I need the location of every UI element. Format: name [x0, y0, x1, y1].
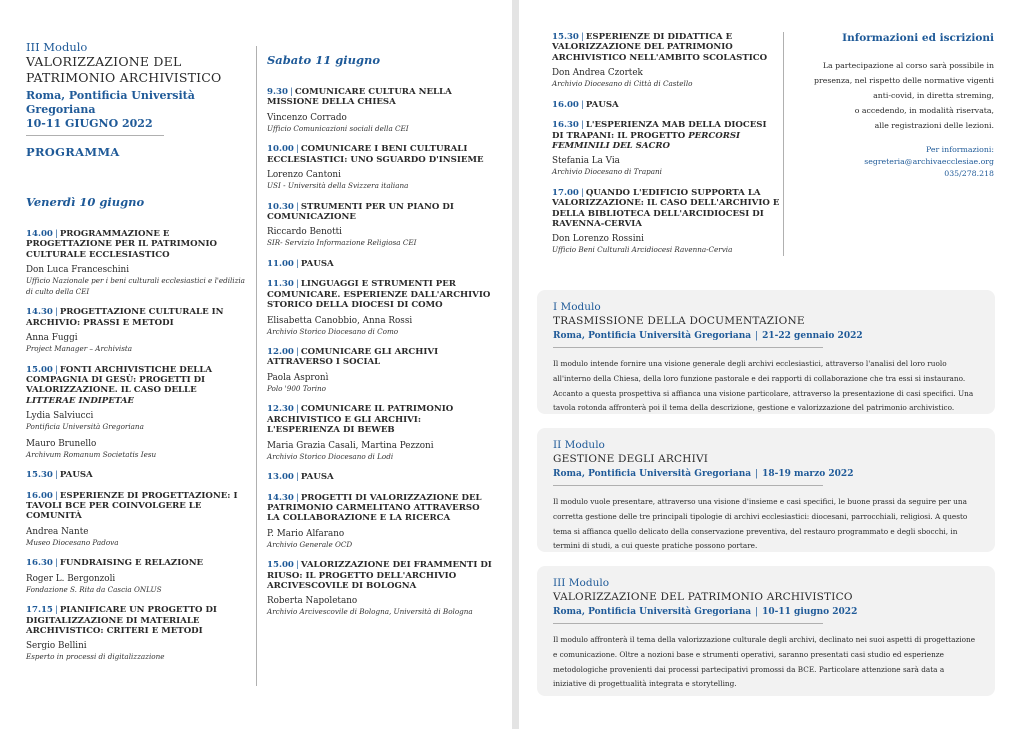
speaker-affiliation: Pontificia Università Gregoriana: [26, 422, 144, 432]
schedule-item: [552, 120, 780, 178]
schedule-item: [267, 493, 492, 551]
schedule-item-title: 16.30 | FUNDRAISING E RELAZIONE: [26, 558, 204, 569]
schedule-title-text: PAUSA: [300, 472, 334, 483]
contact-email[interactable]: segreteria@archivaecclesiae.org: [864, 157, 994, 166]
module-box-title: VALORIZZAZIONE DEL PATRIMONIO ARCHIVISTICO: [553, 591, 853, 603]
speaker-affiliation: Archivio Generale OCD: [267, 539, 353, 549]
info-contact: [804, 144, 994, 180]
friday-schedule: [26, 229, 246, 663]
schedule-item-title: 12.30 | COMUNICARE IL PATRIMONIO ARCHIVISTICO E GLI ARCHIVI: L'ESPERIENZA DI BEWEB: [267, 404, 454, 436]
speaker-name: P. Mario Alfarano: [267, 528, 345, 539]
contact-phone: 035/278.218: [944, 169, 994, 178]
schedule-item-title: 12.00 | COMUNICARE GLI ARCHIVI ATTRAVERSO I SOCIAL: [267, 347, 439, 368]
schedule-item-title: 14.30 | PROGETTI DI VALORIZZAZIONE DEL PATRIMONIO CARMELITANO ATTRAVERSO LA COLLABORAZIONE E LA RICERCA: [267, 492, 482, 524]
schedule-item: [26, 307, 246, 354]
module-dates: 10-11 GIUGNO 2022: [26, 117, 153, 130]
schedule-title-text: FONTI ARCHIVISTICHE DELLA COMPAGNIA DI GESÙ: PROGETTI DI VALORIZZAZIONE. IL CASO DELLE: [26, 364, 213, 396]
speaker-name: Elisabetta Canobbio, Anna Rossi: [267, 315, 413, 326]
speaker-affiliation: Archivio Diocesano di Trapani: [552, 167, 662, 177]
schedule-item-title: 15.30 | ESPERIENZE DI DIDATTICA E VALORIZZAZIONE DEL PATRIMONIO ARCHIVISTICO NELL'AMBITO SCOLASTICO: [552, 32, 768, 63]
module-box-title: GESTIONE DEGLI ARCHIVI: [553, 453, 709, 465]
module-box-number: II Modulo: [553, 439, 605, 451]
schedule-title-italic: LITTERAE INDIPETAE: [26, 395, 134, 406]
speaker-name: Don Lorenzo Rossini: [552, 234, 644, 245]
schedule-item-title: 10.00 | COMUNICARE I BENI CULTURALI ECCLESIASTICI: UNO SGUARDO D'INSIEME: [267, 144, 484, 165]
info-line: presenza, nel rispetto delle normative vigenti: [813, 76, 994, 85]
schedule-item: [26, 365, 246, 461]
info-section: [804, 32, 994, 180]
schedule-item-title: 14.00 | PROGRAMMAZIONE E PROGETTAZIONE PER IL PATRIMONIO CULTURALE ECCLESIASTICO: [26, 229, 217, 260]
speaker-affiliation: Museo Diocesano Padova: [26, 537, 119, 547]
right-page: [519, 0, 1009, 729]
schedule-time: 16.30: [552, 120, 579, 131]
divider: [553, 485, 823, 486]
speaker-affiliation: Esperto in processi di digitalizzazione: [26, 652, 165, 662]
module-box-place-name: Roma, Pontificia Università Gregoriana: [553, 469, 752, 479]
speaker-affiliation: Fondazione S. Rita da Cascia ONLUS: [26, 584, 162, 594]
module-box-title: TRASMISSIONE DELLA DOCUMENTAZIONE: [553, 315, 805, 327]
schedule-item: [267, 279, 492, 337]
schedule-item-title: 17.15 | PIANIFICARE UN PROGETTO DI DIGITALIZZAZIONE DI MATERIALE ARCHIVISTICO: CRITERI E METODI: [26, 605, 217, 636]
speaker-affiliation: USI - Università della Svizzera italiana: [267, 181, 409, 191]
schedule-item-title: 13.00 | PAUSA: [267, 472, 334, 483]
speaker-name: Sergio Bellini: [26, 641, 87, 652]
module-box-3: [537, 566, 995, 696]
speaker-affiliation: Archivio Storico Diocesano di Lodi: [267, 451, 394, 461]
schedule-item-title: 16.00 | PAUSA: [552, 99, 619, 110]
info-title: Informazioni ed iscrizioni: [842, 32, 994, 44]
schedule-title-text: PROGETTI DI VALORIZZAZIONE DEL PATRIMONIO CARMELITANO ATTRAVERSO LA COLLABORAZIONE E LA RICERCA: [267, 492, 482, 524]
speaker-affiliation: Project Manager – Archivista: [26, 344, 133, 354]
speaker-name: Anna Fuggi: [26, 333, 78, 344]
schedule-item-title: 15.00 | VALORIZZAZIONE DEI FRAMMENTI DI RIUSO: IL PROGETTO DELL'ARCHIVIO ARCIVESCOVILE DI BOLOGNA: [267, 560, 492, 592]
schedule-time: 15.30: [26, 470, 53, 481]
schedule-time: 11.30: [267, 279, 294, 290]
speaker-affiliation: Archivio Diocesano di Città di Castello: [552, 79, 693, 89]
left-column-1: [26, 40, 246, 663]
module-box-1: [537, 290, 995, 414]
speaker-affiliation: Archivio Storico Diocesano di Como: [267, 326, 399, 336]
schedule-time: 16.30: [26, 558, 53, 569]
schedule-title-text: STRUMENTI PER UN PIANO DI COMUNICAZIONE: [267, 201, 454, 223]
info-line: o accedendo, in modalità riservata,: [854, 106, 994, 115]
schedule-title-text: QUANDO L'EDIFICIO SUPPORTA LA VALORIZZAZIONE: IL CASO DELL'ARCHIVIO E DELLA BIBLIOTECA DELL'ARCIDIOCESI DI RAVENNA-CERVIA: [552, 187, 780, 230]
schedule-title-italic: PERCORSI FEMMINILI DEL SACRO: [552, 130, 741, 151]
schedule-time: 14.30: [267, 492, 294, 503]
module-box-place-name: Roma, Pontificia Università Gregoriana: [553, 607, 752, 617]
schedule-time: 15.00: [26, 364, 53, 375]
schedule-item-title: 17.00 | QUANDO L'EDIFICIO SUPPORTA LA VALORIZZAZIONE: IL CASO DELL'ARCHIVIO E DELLA BIBLIOTECA DELL'ARCIDIOCESI DI RAVENNA-CERVIA: [552, 187, 780, 230]
schedule-item: [552, 188, 780, 256]
schedule-item-title: 15.30 | PAUSA: [26, 470, 93, 481]
divider: [553, 623, 823, 624]
speaker-affiliation: SIR- Servizio Informazione Religiosa CEI: [267, 238, 417, 248]
schedule-item: [552, 100, 780, 110]
schedule-time: 9.30: [267, 87, 288, 97]
divider: [553, 347, 823, 348]
day-heading-friday: Venerdì 10 giugno: [26, 195, 145, 209]
module-number: III Modulo: [26, 40, 88, 54]
info-line: alle registrazioni delle lezioni.: [874, 121, 994, 130]
module-box-text: Il modulo intende fornire una visione generale degli archivi ecclesiastici, attraverso l'analisi del loro ruolo all'interno della Chiesa, della loro funzione pastorale e dei rapporti di collaborazione che tra essi si instaurano. Accanto a questa prospettiva si affianca una visione particolare, attraverso la presentazione di casi specifici. Una tavola rotonda affronterà poi il tema della descrizione, gestione e valorizzazione del patrimonio archivistico.: [553, 359, 974, 413]
schedule-item: [267, 202, 492, 249]
schedule-time: 15.00: [267, 560, 294, 571]
info-line: La partecipazione al corso sarà possibile in: [822, 61, 994, 70]
speaker-name: Mauro Brunello: [26, 438, 97, 449]
divider: [26, 135, 164, 136]
schedule-item: [26, 470, 246, 480]
module-box-dates: 10-11 giugno 2022: [762, 607, 858, 617]
module-box-place: Roma, Pontificia Università Gregoriana | 10-11 giugno 2022: [553, 607, 858, 617]
speaker-affiliation: Ufficio Comunicazioni sociali della CEI: [267, 123, 409, 133]
speaker-name: Roger L. Bergonzoli: [26, 573, 116, 584]
schedule-item-title: 16.30 | L'ESPERIENZA MAB DELLA DIOCESI DI TRAPANI: IL PROGETTO PERCORSI FEMMINILI DEL SACRO: [552, 120, 767, 151]
module-place-line1: Roma, Pontificia Università Gregoriana: [26, 89, 195, 116]
column-divider-right: [783, 32, 784, 256]
schedule-time: 17.00: [552, 187, 579, 198]
speaker-name: Maria Grazia Casali, Martina Pezzoni: [267, 440, 434, 451]
schedule-item-title: 9.30 | COMUNICARE CULTURA NELLA MISSIONE DELLA CHIESA: [267, 87, 452, 108]
schedule-item: [26, 605, 246, 663]
day-heading-saturday: Sabato 11 giugno: [267, 53, 381, 67]
module-box-dates: 21-22 gennaio 2022: [762, 331, 863, 341]
schedule-title-text: PROGETTAZIONE CULTURALE IN ARCHIVIO: PRASSI E METODI: [26, 307, 224, 328]
module-place: [26, 89, 246, 131]
schedule-item: [267, 560, 492, 618]
speaker-affiliation: Ufficio Nazionale per i beni culturali ecclesiastici e l'edilizia di culto della CEI: [26, 276, 245, 296]
schedule-time: 16.00: [26, 490, 53, 501]
module-box-place-name: Roma, Pontificia Università Gregoriana: [553, 331, 752, 341]
schedule-item-title: 11.30 | LINGUAGGI E STRUMENTI PER COMUNICARE. ESPERIENZE DALL'ARCHIVIO STORICO DELLA DIOCESI DI COMO: [267, 279, 491, 311]
schedule-title-text: ESPERIENZE DI PROGETTAZIONE: I TAVOLI BCE PER COINVOLGERE LE COMUNITÀ: [26, 490, 238, 522]
speaker-affiliation: Archivum Romanum Societatis Iesu: [26, 449, 157, 459]
module-box-number: I Modulo: [553, 301, 601, 313]
schedule-time: 17.15: [26, 605, 53, 616]
schedule-title-text: FUNDRAISING E RELAZIONE: [59, 558, 204, 569]
schedule-item-title: 14.30 | PROGETTAZIONE CULTURALE IN ARCHIVIO: PRASSI E METODI: [26, 307, 224, 328]
schedule-item: [552, 32, 780, 90]
schedule-title-text: COMUNICARE I BENI CULTURALI ECCLESIASTICI: UNO SGUARDO D'INSIEME: [267, 144, 484, 165]
module-box-text: Il modulo affronterà il tema della valorizzazione culturale degli archivi, declinato nei suoi aspetti di progettazione e comunicazione. Oltre a nozioni base e strumenti operativi, saranno presentati casi studio ed esperienze metodologiche provenienti dai processi partecipativi promossi da BCE. Particolare attenzione sarà data a iniziative di progettualità integrata e storytelling.: [553, 635, 976, 689]
schedule-title-text: ESPERIENZE DI DIDATTICA E VALORIZZAZIONE DEL PATRIMONIO ARCHIVISTICO NELL'AMBITO SCOLASTICO: [552, 32, 768, 63]
speaker-affiliation: Ufficio Beni Culturali Arcidiocesi Ravenna-Cervia: [552, 245, 733, 255]
schedule-item: [267, 259, 492, 269]
schedule-time: 12.30: [267, 404, 294, 415]
module-title-line2: PATRIMONIO ARCHIVISTICO: [26, 70, 222, 85]
schedule-time: 14.00: [26, 229, 53, 239]
speaker-name: Don Luca Franceschini: [26, 265, 130, 276]
schedule-title-text: COMUNICARE CULTURA NELLA MISSIONE DELLA CHIESA: [267, 87, 452, 108]
schedule-item: [267, 144, 492, 191]
schedule-item-title: 10.30 | STRUMENTI PER UN PIANO DI COMUNICAZIONE: [267, 201, 454, 223]
column-divider: [256, 46, 257, 686]
contact-label: Per informazioni:: [925, 145, 994, 154]
schedule-title-text: PIANIFICARE UN PROGETTO DI DIGITALIZZAZIONE DI MATERIALE ARCHIVISTICO: CRITERI E METODI: [26, 605, 217, 636]
speaker-name: Andrea Nante: [26, 526, 89, 537]
speaker-name: Lorenzo Cantoni: [267, 170, 341, 181]
schedule-item: [267, 404, 492, 462]
schedule-item: [26, 229, 246, 297]
schedule-time: 11.00: [267, 258, 294, 269]
schedule-title-text: L'ESPERIENZA MAB DELLA DIOCESI DI TRAPANI: IL PROGETTO: [552, 120, 767, 141]
programma-heading: PROGRAMMA: [26, 145, 120, 159]
info-text: [804, 58, 994, 133]
schedule-time: 16.00: [552, 99, 579, 110]
module-box-place: Roma, Pontificia Università Gregoriana | 18-19 marzo 2022: [553, 469, 854, 479]
schedule-time: 10.00: [267, 144, 294, 155]
schedule-time: 12.00: [267, 347, 294, 358]
schedule-item-title: 16.00 | ESPERIENZE DI PROGETTAZIONE: I TAVOLI BCE PER COINVOLGERE LE COMUNITÀ: [26, 490, 238, 522]
schedule-time: 13.00: [267, 472, 294, 483]
module-box-2: [537, 428, 995, 552]
info-line: anti-covid, in diretta streming,: [873, 91, 994, 100]
schedule-time: 15.30: [552, 32, 579, 42]
schedule-item: [26, 558, 246, 595]
schedule-item-title: 11.00 | PAUSA: [267, 258, 334, 269]
speaker-name: Roberta Napoletano: [267, 596, 358, 607]
left-column-2: [267, 53, 492, 618]
speaker-affiliation: Polo '900 Torino: [267, 383, 327, 393]
saturday-schedule: [267, 87, 492, 618]
schedule-title-text: PAUSA: [59, 470, 93, 481]
right-column-schedule: [552, 32, 780, 256]
speaker-name: Lydia Salviucci: [26, 411, 94, 422]
speaker-name: Riccardo Benotti: [267, 227, 342, 238]
schedule-title-text: PAUSA: [300, 258, 334, 269]
schedule-title-text: COMUNICARE IL PATRIMONIO ARCHIVISTICO E GLI ARCHIVI: L'ESPERIENZA DI BEWEB: [267, 404, 454, 436]
speaker-name: Don Andrea Czortek: [552, 68, 643, 79]
schedule-item-title: 15.00 | FONTI ARCHIVISTICHE DELLA COMPAGNIA DI GESÙ: PROGETTI DI VALORIZZAZIONE. IL CASO DELLE LITTERAE INDIPETAE: [26, 364, 213, 406]
schedule-time: 10.30: [267, 201, 294, 212]
schedule-item: [26, 491, 246, 549]
speaker-affiliation: Archivio Arcivescovile di Bologna, Università di Bologna: [267, 607, 473, 617]
speaker-name: Vincenzo Corrado: [267, 112, 347, 123]
schedule-item: [267, 87, 492, 134]
module-box-number: III Modulo: [553, 577, 610, 589]
schedule-title-text: LINGUAGGI E STRUMENTI PER COMUNICARE. ESPERIENZE DALL'ARCHIVIO STORICO DELLA DIOCESI DI COMO: [267, 279, 491, 311]
schedule-title-text: COMUNICARE GLI ARCHIVI ATTRAVERSO I SOCIAL: [267, 347, 439, 368]
schedule-item: [267, 472, 492, 482]
speaker-name: Paola Aspronì: [267, 372, 329, 383]
schedule-title-text: VALORIZZAZIONE DEI FRAMMENTI DI RIUSO: IL PROGETTO DELL'ARCHIVIO ARCIVESCOVILE DI BOLOGNA: [267, 560, 492, 592]
saturday-schedule-continued: [552, 32, 780, 256]
schedule-item: [267, 347, 492, 394]
schedule-title-text: PAUSA: [585, 99, 619, 110]
module-title-line1: VALORIZZAZIONE DEL: [26, 54, 182, 69]
module-box-dates: 18-19 marzo 2022: [762, 469, 854, 479]
module-box-place: Roma, Pontificia Università Gregoriana | 21-22 gennaio 2022: [553, 331, 863, 341]
schedule-time: 14.30: [26, 307, 53, 318]
module-box-text: Il modulo vuole presentare, attraverso una visione d'insieme e casi specifici, le buone prassi da seguire per una corretta gestione delle tre principali tipologie di archivi ecclesiastici: diocesani, parrocchiali, religiosi. A questo tema si affianca quello delicato della conservazione preventiva, del restauro programmato e degli sbocchi, in termini di studi, a cui queste pratiche possono portare.: [553, 497, 968, 551]
schedule-title-text: PROGRAMMAZIONE E PROGETTAZIONE PER IL PATRIMONIO CULTURALE ECCLESIASTICO: [26, 229, 217, 260]
speaker-name: Stefania La Via: [552, 156, 620, 167]
